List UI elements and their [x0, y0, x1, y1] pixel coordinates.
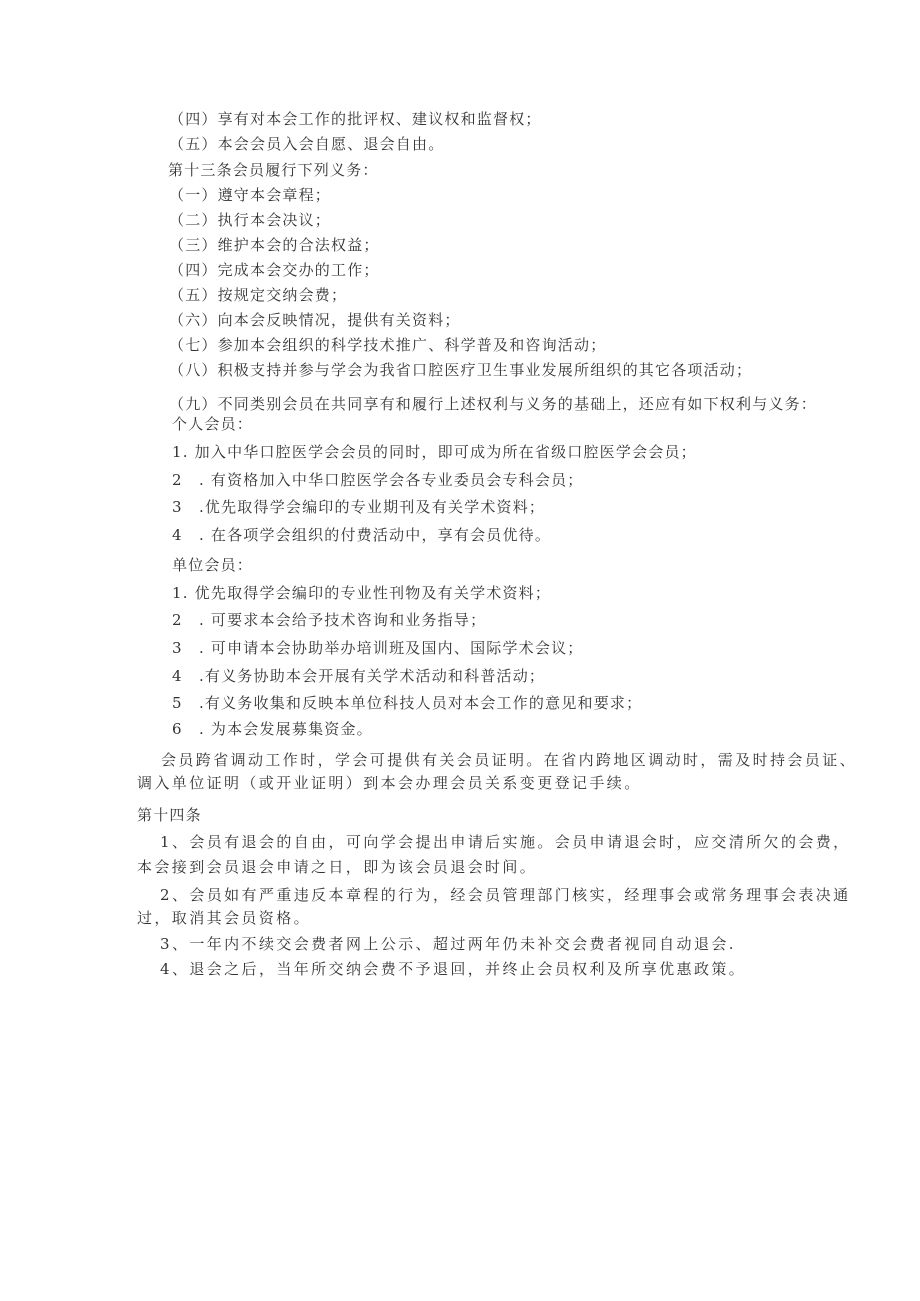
- right-item-4: （四）享有对本会工作的批评权、建议权和监督权；: [169, 110, 542, 128]
- duty-item-2: （二）执行本会决议；: [169, 211, 332, 229]
- duty-item-8: （八）积极支持并参与学会为我省口腔医疗卫生事业发展所组织的其它各项活动；: [169, 361, 753, 379]
- unit-item-5: 5 .有义务收集和反映本单位科技人员对本会工作的意见和要求；: [172, 694, 643, 712]
- duty-item-4: （四）完成本会交办的工作；: [169, 261, 380, 279]
- unit-item-6: 6 . 为本会发展募集资金。: [172, 720, 373, 738]
- article-14-item-3: 3、一年内不续交会费者网上公示、超过两年仍未补交会费者视同自动退会.: [160, 935, 736, 953]
- article-14-item-4: 4、退会之后，当年所交纳会费不予退回，并终止会员权利及所享优惠政策。: [160, 960, 747, 978]
- individual-item-4: 4 . 在各项学会组织的付费活动中，享有会员优待。: [172, 526, 552, 544]
- duty-item-3: （三）维护本会的合法权益；: [169, 236, 380, 254]
- unit-item-3: 3 . 可申请本会协助举办培训班及国内、国际学术会议；: [172, 639, 584, 657]
- duty-item-6: （六）向本会反映情况，提供有关资料；: [169, 311, 461, 329]
- duty-item-1: （一）遵守本会章程；: [169, 186, 332, 204]
- right-item-5: （五）本会会员入会自愿、退会自由。: [169, 135, 445, 153]
- individual-item-1: 1. 加入中华口腔医学会会员的同时，即可成为所在省级口腔医学会会员；: [172, 443, 697, 461]
- article-14-heading: 第十四条: [137, 806, 202, 824]
- article-14-item-1-line-1: 1、会员有退会的自由，可向学会提出申请后实施。会员申请退会时，应交清所欠的会费，: [160, 833, 851, 851]
- individual-item-2: 2 . 有资格加入中华口腔医学会各专业委员会专科会员；: [172, 471, 584, 489]
- individual-item-3: 3 .优先取得学会编印的专业期刊及有关学术资料；: [172, 498, 546, 516]
- unit-member-heading: 单位会员：: [172, 556, 254, 574]
- unit-item-1: 1. 优先取得学会编印的专业性刊物及有关学术资料；: [172, 584, 552, 602]
- transfer-paragraph-line-2: 调入单位证明（或开业证明）到本会办理会员关系变更登记手续。: [137, 774, 642, 792]
- article-13-heading: 第十三条会员履行下列义务：: [168, 161, 379, 179]
- article-14-item-1-line-2: 本会接到会员退会申请之日，即为该会员退会时间。: [137, 858, 538, 876]
- duty-item-9: （九）不同类别会员在共同享有和履行上述权利与义务的基础上，还应有如下权利与义务：: [169, 395, 818, 413]
- duty-item-5: （五）按规定交纳会费；: [169, 286, 348, 304]
- unit-item-4: 4 .有义务协助本会开展有关学术活动和科普活动；: [172, 667, 546, 685]
- article-14-item-2-line-2: 过，取消其会员资格。: [137, 909, 312, 927]
- article-14-item-2-line-1: 2、会员如有严重违反本章程的行为，经会员管理部门核实，经理事会或常务理事会表决通: [160, 886, 851, 904]
- duty-item-7: （七）参加本会组织的科学技术推广、科学普及和咨询活动；: [169, 336, 607, 354]
- transfer-paragraph-line-1: 会员跨省调动工作时，学会可提供有关会员证明。在省内跨地区调动时，需及时持会员证、: [161, 751, 858, 769]
- individual-member-heading: 个人会员：: [172, 415, 254, 433]
- unit-item-2: 2 . 可要求本会给予技术咨询和业务指导；: [172, 611, 487, 629]
